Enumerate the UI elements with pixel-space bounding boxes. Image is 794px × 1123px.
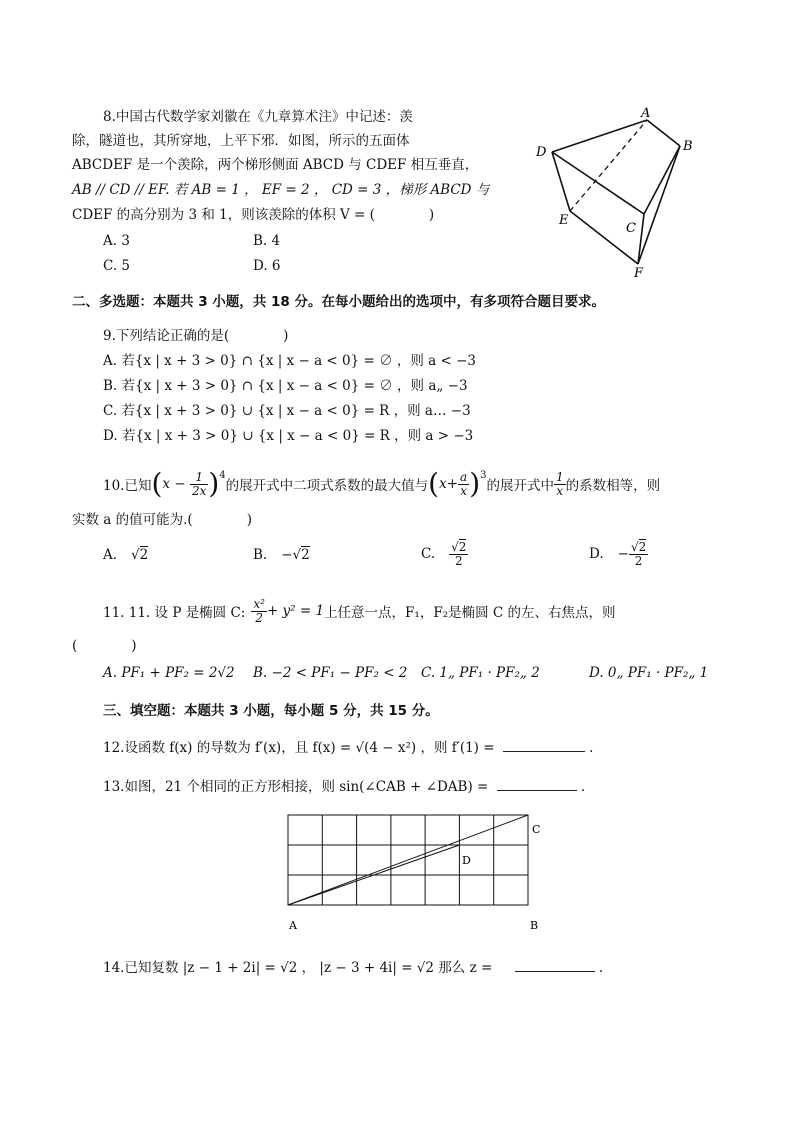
q10-mid2: 的展开式中	[486, 478, 554, 494]
section-2-heading: 二、多选题：本题共 3 小题，共 18 分。在每小题给出的选项中，有多项符合题目要求。	[72, 294, 605, 310]
q13-grid-figure	[280, 808, 550, 936]
edge-bf	[638, 146, 680, 264]
q13-text: 13.如图，21 个相同的正方形相接，则 sin(∠CAB + ∠DAB) =	[103, 779, 489, 795]
grid-label-a: A	[289, 919, 297, 932]
q10-stem	[103, 466, 660, 502]
q8-option-c: C. 5	[103, 258, 131, 274]
q12-stem: 12.设函数 f(x) 的导数为 f′(x)，且 f(x) = √(4 − x²) ，则 f′(1) = .	[103, 737, 593, 759]
section-3-heading: 三、填空题：本题共 3 小题，每小题 5 分，共 15 分。	[103, 703, 439, 719]
q8-line5: CDEF 的高分别为 3 和 1，则该羡除的体积 V = ( )	[72, 207, 435, 223]
q10-option-c-label: C.	[421, 546, 436, 562]
q10-expr1: ( x − $\frac{1}{2x}$ ) $^4$	[151, 467, 226, 500]
q8-line3: ABCDEF 是一个羡除，两个梯形侧面 ABCD 与 CDEF 相互垂直，	[72, 157, 479, 173]
grid-label-c: C	[532, 823, 541, 836]
edge-dc	[552, 152, 644, 214]
q10-option-d	[589, 534, 648, 574]
edge-de	[552, 152, 570, 211]
q9-stem: 9.下列结论正确的是( )	[103, 328, 289, 344]
q10-option-a	[103, 542, 148, 568]
q10-option-a-label: A.	[103, 547, 118, 563]
label-d: D	[536, 145, 547, 160]
q8-pentahedron-figure	[530, 104, 710, 279]
q10-prefix: 10.已知	[103, 478, 152, 494]
q11-option-c: C. 1„ PF₁ · PF₂„ 2	[421, 665, 540, 681]
label-e: E	[559, 213, 569, 228]
q14-stem: 14.已知复数 |z − 1 + 2i| = √2 ， |z − 3 + 4i| = √2 那么 z = .	[103, 957, 603, 979]
edge-ab	[647, 120, 680, 146]
q10-option-b-label: B.	[253, 547, 268, 563]
q14-text: 14.已知复数 |z − 1 + 2i| = √2 ， |z − 3 + 4i| = √2 那么 z =	[103, 960, 493, 976]
q8-option-b: B. 4	[253, 233, 281, 249]
q9-option-c: C. 若{x | x + 3 > 0} ∪ {x | x − a < 0} = R ，则 a… −3	[103, 403, 471, 419]
q10-option-b-value: −√2	[281, 547, 310, 563]
q8-option-a: A. 3	[103, 233, 130, 249]
q9-option-b: B. 若{x | x + 3 > 0} ∩ {x | x − a < 0} = ∅ ，则 a„ −3	[103, 378, 468, 394]
q8-option-d: D. 6	[253, 258, 281, 274]
q10-option-b	[253, 542, 310, 568]
q11-line2: ( )	[72, 638, 137, 654]
q11-ellipse-x-term: $\frac{\text{x²}}{2}$	[253, 596, 265, 625]
q10-line2: 实数 a 的值可能为.( )	[72, 512, 252, 528]
q13-answer-blank[interactable]	[497, 776, 577, 791]
q10-mid1: 的展开式中二项式系数的最大值与	[225, 478, 429, 494]
q10-option-d-value: $\frac{√2}{2}$	[630, 539, 647, 568]
label-f: F	[634, 266, 644, 279]
q11-option-a: A. PF₁ + PF₂ = 2√2	[103, 665, 235, 681]
q10-option-d-minus: −	[617, 546, 629, 562]
q10-option-c-value: $\frac{√2}{2}$	[451, 539, 467, 568]
q11-stem	[103, 592, 616, 630]
q9-option-a: A. 若{x | x + 3 > 0} ∩ {x | x − a < 0} = ∅ ，则 a < −3	[103, 353, 477, 369]
edge-ef	[570, 211, 638, 264]
q10-suffix: 的系数相等，则	[565, 478, 661, 494]
edge-bc	[644, 146, 680, 214]
q13-stem: 13.如图，21 个相同的正方形相接，则 sin(∠CAB + ∠DAB) = .	[103, 776, 585, 798]
label-a: A	[641, 106, 651, 121]
grid-label-d: D	[462, 854, 471, 867]
q9-option-d: D. 若{x | x + 3 > 0} ∪ {x | x − a < 0} = R ，则 a > −3	[103, 428, 474, 444]
label-b: B	[683, 139, 693, 154]
edge-da	[552, 120, 647, 152]
q10-option-a-value: √2	[131, 547, 149, 563]
q14-answer-blank[interactable]	[515, 957, 595, 972]
q12-answer-blank[interactable]	[503, 737, 585, 752]
q8-line1: 8.中国古代数学家刘徽在《九章算术注》中记述：羡	[103, 109, 413, 125]
q10-one-over-x: $\frac{1}{x}$	[556, 469, 564, 498]
q10-option-c	[421, 534, 468, 574]
q11-option-d: D. 0„ PF₁ · PF₂„ 1	[589, 665, 709, 681]
q8-line4: AB // CD // EF. 若 AB = 1 ， EF = 2 ， CD = 3 ，梯形 ABCD 与	[72, 182, 490, 198]
q12-text: 12.设函数 f(x) 的导数为 f′(x)，且 f(x) = √(4 − x²) ，则 f′(1) =	[103, 740, 495, 756]
q11-suffix: 上任意一点，F₁，F₂是椭圆 C 的左、右焦点，则	[324, 605, 616, 621]
q10-expr2: ( x+ $\frac{a}{x}$ ) $^3$	[428, 467, 487, 500]
q11-option-b: B. −2 < PF₁ − PF₂ < 2	[253, 665, 408, 681]
q11-ellipse-rest: + y² = 1	[266, 603, 325, 619]
grid-label-b: B	[530, 919, 539, 932]
segment-ac	[288, 815, 528, 905]
label-c: C	[626, 221, 636, 236]
q11-prefix: 11. 11. 设 P 是椭圆 C:	[103, 605, 246, 621]
q8-line2: 除，隧道也，其所穿地，上平下邪．如图，所示的五面体	[72, 133, 410, 149]
q10-option-d-label: D.	[589, 546, 604, 562]
